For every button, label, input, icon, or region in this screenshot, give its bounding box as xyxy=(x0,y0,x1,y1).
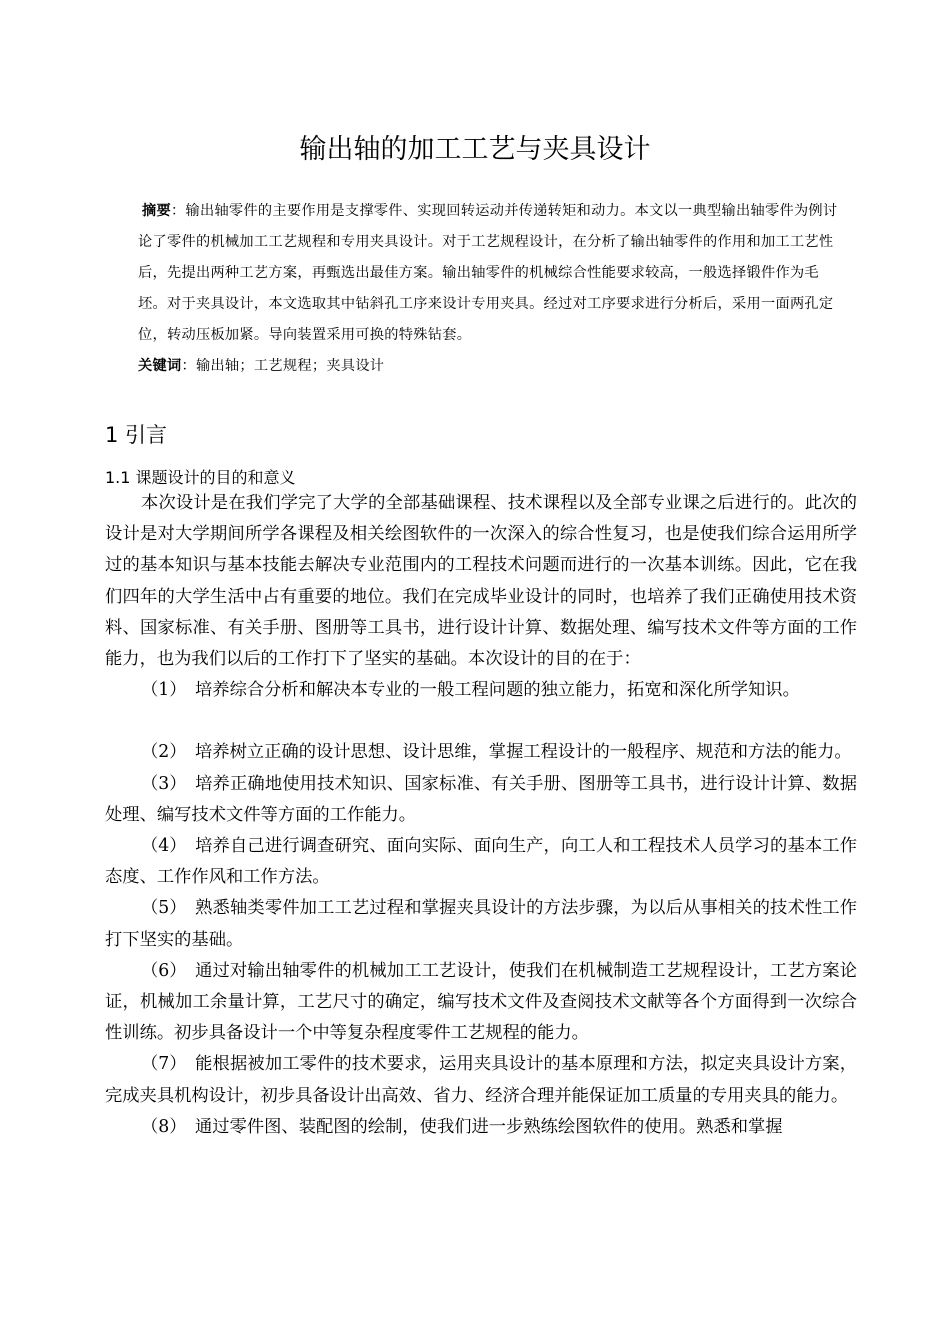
list-item-number: （2） xyxy=(141,742,187,763)
list-item-number: （4） xyxy=(141,836,187,857)
document-title: 输出轴的加工工艺与夹具设计 xyxy=(299,134,651,165)
keywords-label: 关键词 xyxy=(138,358,182,374)
keywords-line xyxy=(138,351,838,382)
list-item-text: 培养自己进行调查研究、面向实际、面向生产，向工人和工程技术人员学习的基本工作态度、工作作风和工作方法。 xyxy=(105,836,857,888)
body-text xyxy=(105,488,857,1143)
abstract-label: 摘要 xyxy=(142,203,171,219)
list-item xyxy=(105,831,857,893)
list-item xyxy=(105,769,857,831)
list-item-number: （7） xyxy=(141,1054,187,1075)
list-item xyxy=(105,737,857,768)
list-item-number: （6） xyxy=(141,960,187,981)
list-item-text: 培养综合分析和解决本专业的一般工程问题的独立能力，拓宽和深化所学知识。 xyxy=(195,680,800,701)
list-item-number: （3） xyxy=(141,773,187,794)
abstract-text: ：输出轴零件的主要作用是支撑零件、实现回转运动并传递转矩和动力。本文以一典型输出轴零件为例讨论了零件的机械加工工艺规程和专用夹具设计。对于工艺规程设计，在分析了输出轴零件的作用和加工工艺性后，先提出两种工艺方案，再甄选出最佳方案。输出轴零件的机械综合性能要求较高，一般选择锻件作为毛坯。对于夹具设计，本文选取其中钻斜孔工序来设计专用夹具。经过对工序要求进行分析后，采用一面两孔定位，转动压板加紧。导向装置采用可换的特殊钻套。 xyxy=(138,203,838,343)
list-item-text: 熟悉轴类零件加工工艺过程和掌握夹具设计的方法步骤，为以后从事相关的技术性工作打下坚实的基础。 xyxy=(105,898,857,950)
section-heading: 1 引言 xyxy=(105,423,168,447)
subsection-heading: 1.1 课题设计的目的和意义 xyxy=(105,468,296,487)
blank-line xyxy=(105,706,857,737)
list-item-text: 培养正确地使用技术知识、国家标准、有关手册、图册等工具书，进行设计计算、数据处理、编写技术文件等方面的工作能力。 xyxy=(105,773,857,825)
list-item-number: （8） xyxy=(141,1116,187,1137)
list-item-text: 培养树立正确的设计思想、设计思维，掌握工程设计的一般程序、规范和方法的能力。 xyxy=(195,742,852,763)
list-item-text: 通过零件图、装配图的绘制，使我们进一步熟练绘图软件的使用。熟悉和掌握 xyxy=(195,1116,783,1137)
list-item xyxy=(105,1112,857,1143)
list-item xyxy=(105,893,857,955)
list-item xyxy=(105,956,857,1050)
list-item xyxy=(105,675,857,706)
list-item-text: 通过对输出轴零件的机械加工工艺设计，使我们在机械制造工艺规程设计，工艺方案论证，机械加工余量计算，工艺尺寸的确定，编写技术文件及查阅技术文献等各个方面得到一次综合性训练。初步具备设计一个中等复杂程度零件工艺规程的能力。 xyxy=(105,960,857,1044)
abstract-paragraph xyxy=(138,196,838,351)
abstract-block xyxy=(138,196,838,382)
intro-paragraph: 本次设计是在我们学完了大学的全部基础课程、技术课程以及全部专业课之后进行的。此次的设计是对大学期间所学各课程及相关绘图软件的一次深入的综合性复习，也是使我们综合运用所学过的基本知识与基本技能去解决专业范围内的工程技术问题而进行的一次基本训练。因此，它在我们四年的大学生活中占有重要的地位。我们在完成毕业设计的同时，也培养了我们正确使用技术资料、国家标准、有关手册、图册等工具书，进行设计计算、数据处理、编写技术文件等方面的工作能力，也为我们以后的工作打下了坚实的基础。本次设计的目的在于： xyxy=(105,493,857,670)
list-item xyxy=(105,1049,857,1111)
list-item-number: （1） xyxy=(141,680,187,701)
keywords-text: ：输出轴；工艺规程；夹具设计 xyxy=(181,358,385,374)
list-item-text: 能根据被加工零件的技术要求，运用夹具设计的基本原理和方法，拟定夹具设计方案，完成夹具机构设计，初步具备设计出高效、省力、经济合理并能保证加工质量的专用夹具的能力。 xyxy=(105,1054,857,1106)
list-item-number: （5） xyxy=(141,898,187,919)
